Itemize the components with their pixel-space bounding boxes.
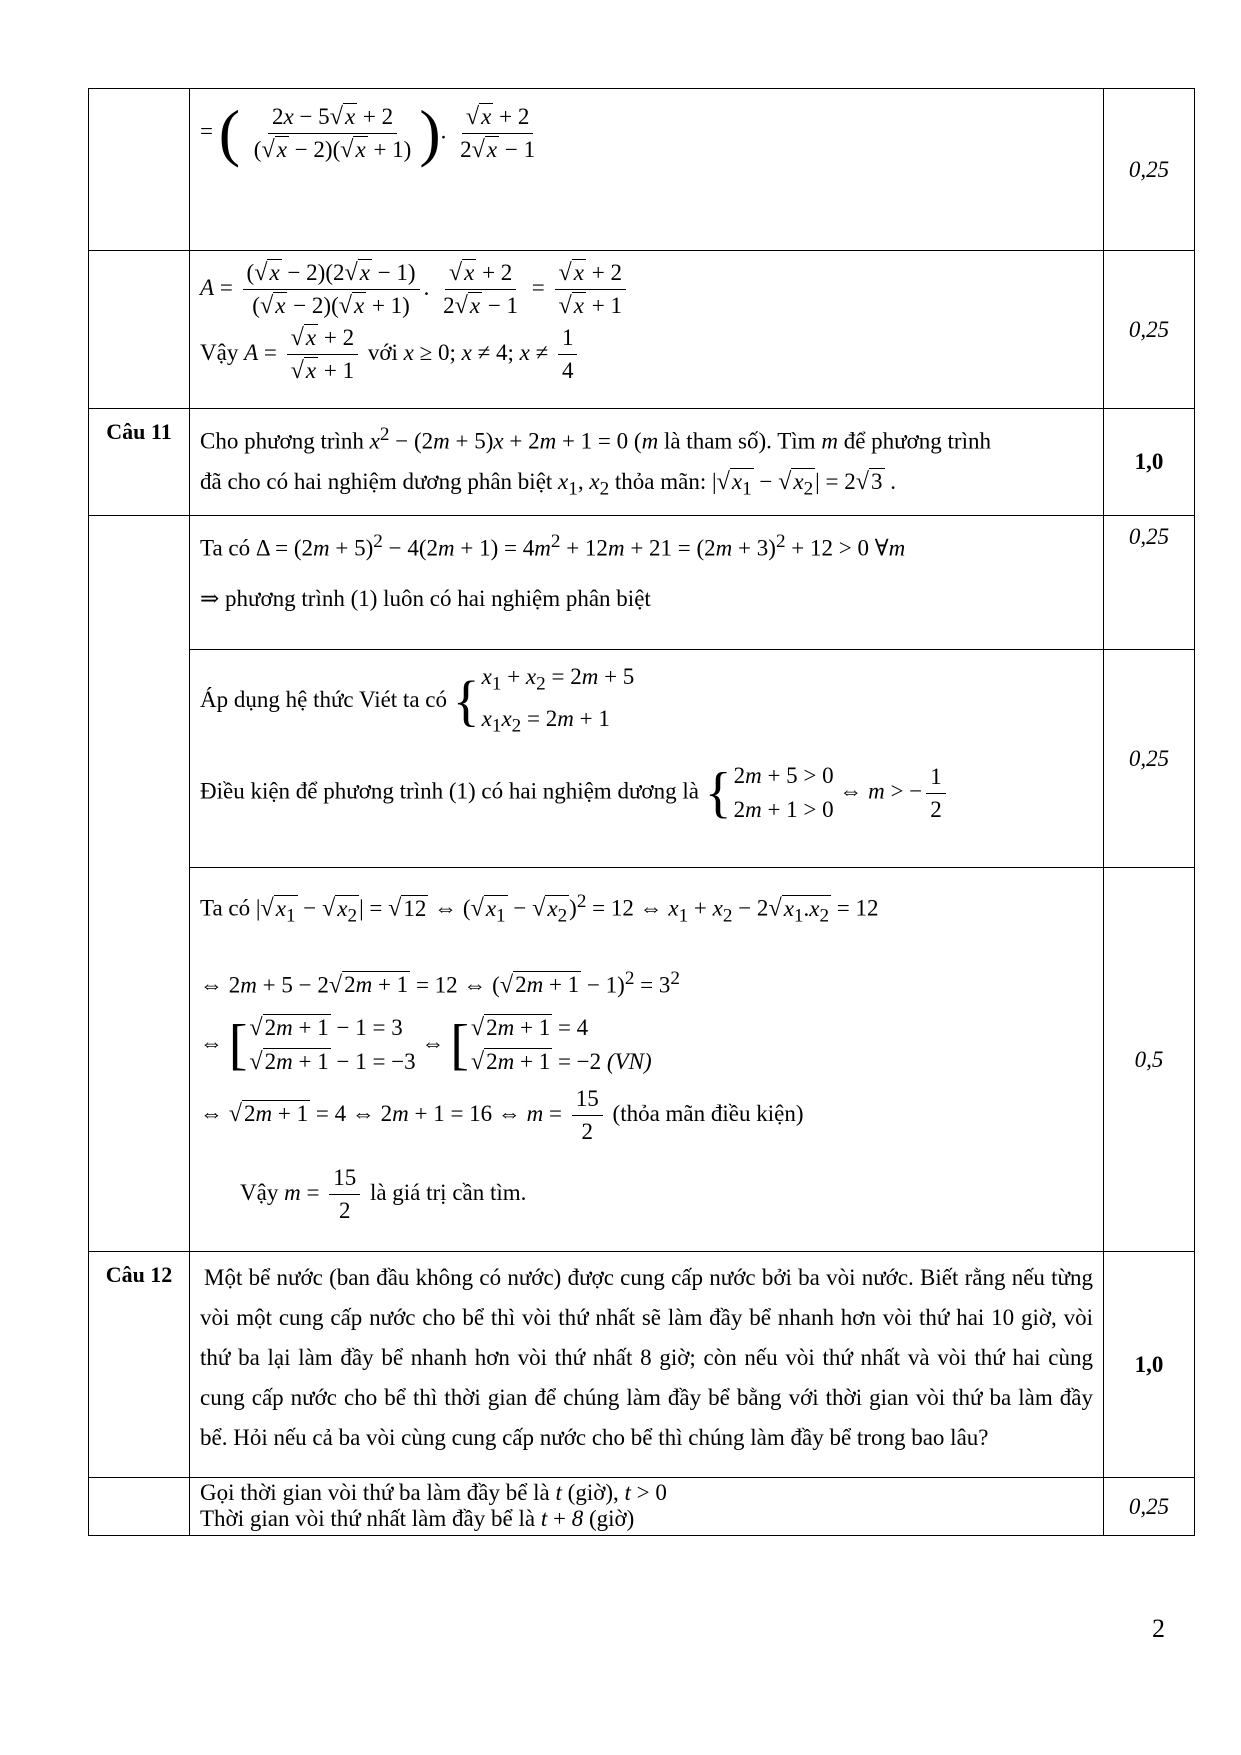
table-row <box>89 516 1195 650</box>
score-cell: 0,25 <box>1104 89 1195 251</box>
solution-line: Thời gian vòi thứ nhất làm đầy bể là t + 8 (giờ) <box>200 1506 635 1532</box>
page-number: 2 <box>1152 1614 1165 1643</box>
equation-substitute: ⇔ 2m + 5 − 2√2m + 1 = 12 ⇔ $(√2m + 1 - 1)^2 = 3^2$ <box>200 967 680 999</box>
solution-line: Gọi thời gian vòi thứ ba làm đầy bể là t (giờ), t > 0 <box>200 1480 667 1506</box>
question-text: Một bể nước (ban đầu không có nước) được cung cấp nước bởi ba vòi nước. Biết rằng nếu từng vòi một cung cấp nước cho bể thì vòi thứ nhất sẽ làm đầy bể nhanh hơn vòi thứ hai 10 giờ, vòi thứ ba lại làm đầy bể nhanh hơn vòi thứ nhất 8 giờ; còn nếu vòi thứ nhất và vòi thứ hai cùng cung cấp nước cho bể thì thời gian để chúng làm đầy bể bằng với thời gian vòi thứ ba làm đầy bể. Hỏi nếu cả ba vòi cùng cung cấp nước cho bể thì chúng làm đầy bể trong bao lâu? <box>200 1265 1093 1451</box>
table-row <box>89 409 1195 516</box>
question-text: Cho phương trình $x^2 - (2m + 5)x + 2m + 1 = 0$ (m là tham số). Tìm m để phương trình <box>200 424 991 454</box>
score-cell: 0,25 <box>1104 1478 1195 1536</box>
question-cell <box>190 1252 1104 1478</box>
conclusion-m: Vậy m = $\frac{15}{2}$ là giá trị cần tìm. <box>240 1165 527 1224</box>
solution-cell <box>190 89 1104 251</box>
score-cell: 0,25 <box>1104 251 1195 409</box>
question-label: Câu 11 <box>89 409 190 516</box>
score-cell: 1,0 <box>1104 409 1195 516</box>
table-row <box>89 89 1195 251</box>
answer-table <box>88 88 1195 1536</box>
question-label-cell <box>89 516 190 1252</box>
conclusion-a: Vậy A = $\frac{√x + 2}{√x + 1}$ với x ≥ 0; x ≠ 4; x ≠ $\frac{1}{4}$ <box>200 324 1093 385</box>
equation-cases: ⇔ [ √2m + 1 − 1 = 3 √2m + 1 − 1 = −3 ⇔ [ √2m + 1 = 4 √2m + 1 = −2 (VN) <box>200 1014 652 1077</box>
two-roots-line: ⇒ phương trình (1) luôn có hai nghiệm phân biệt <box>200 585 651 611</box>
answer-sheet <box>88 88 1173 1628</box>
table-row <box>89 1252 1195 1478</box>
solution-cell <box>190 516 1104 650</box>
equation-solution: ⇔ √2m + 1 = 4 ⇔ 2m + 1 = 16 ⇔ m = $\frac{15}{2}$ (thỏa mãn điều kiện) <box>200 1086 804 1145</box>
score-cell: 1,0 <box>1104 1252 1195 1478</box>
table-row <box>89 868 1195 1252</box>
solution-cell <box>190 650 1104 868</box>
equation-a-expansion: = ( $\frac{2x - 5√x + 2}{(√x - 2)(√x + 1)}$ ). $\frac{√x + 2}{2√x - 1}$ <box>200 97 536 168</box>
question-cell <box>190 409 1104 516</box>
question-label-cell <box>89 89 190 251</box>
table-row <box>89 1478 1195 1536</box>
score-cell: 0,5 <box>1104 868 1195 1252</box>
question-label: Câu 12 <box>89 1252 190 1478</box>
equation-a-simplified: A = $\frac{(√x - 2)(2√x - 1)}{(√x - 2)(√x + 1)}$ . $\frac{√x + 2}{2√x - 1}$ = $\frac{√x + 2}{√x + 1}$ <box>200 259 1093 320</box>
score-cell: 0,25 <box>1104 516 1195 650</box>
question-text: đã cho có hai nghiệm dương phân biệt $x_1$, $x_2$ thỏa mãn: $|√x_1 - √x_2| = 2√3$ . <box>200 467 896 500</box>
solution-cell <box>190 251 1104 409</box>
discriminant-line: Ta có $\Delta = (2m + 5)^2 - 4(2m + 1) = 4m^2 + 12m + 21 = (2m + 3)^2 + 12 > 0$ ∀m <box>200 531 906 561</box>
viet-line: Áp dụng hệ thức Viét ta có { $x_1 + x_2 = 2m + 5$ $x_1x_2 = 2m + 1$ <box>200 664 635 737</box>
question-label-cell <box>89 251 190 409</box>
positive-roots-condition: Điều kiện để phương trình (1) có hai nghiệm dương là { 2m + 5 > 0 2m + 1 > 0 ⇔ m > − $\frac{1}{2}$ <box>200 759 1093 827</box>
equation-abs: Ta có $|√x_1 - √x_2| = √12$ ⇔ $(√x_1 - √x_2)^2 = 12$ ⇔ $x_1 + x_2 - 2√x_1.x_2 = 12$ <box>200 891 879 927</box>
solution-cell <box>190 1478 1104 1536</box>
score-cell: 0,25 <box>1104 650 1195 868</box>
table-row <box>89 251 1195 409</box>
solution-cell <box>190 868 1104 1252</box>
question-label-cell <box>89 1478 190 1536</box>
table-row <box>89 650 1195 868</box>
